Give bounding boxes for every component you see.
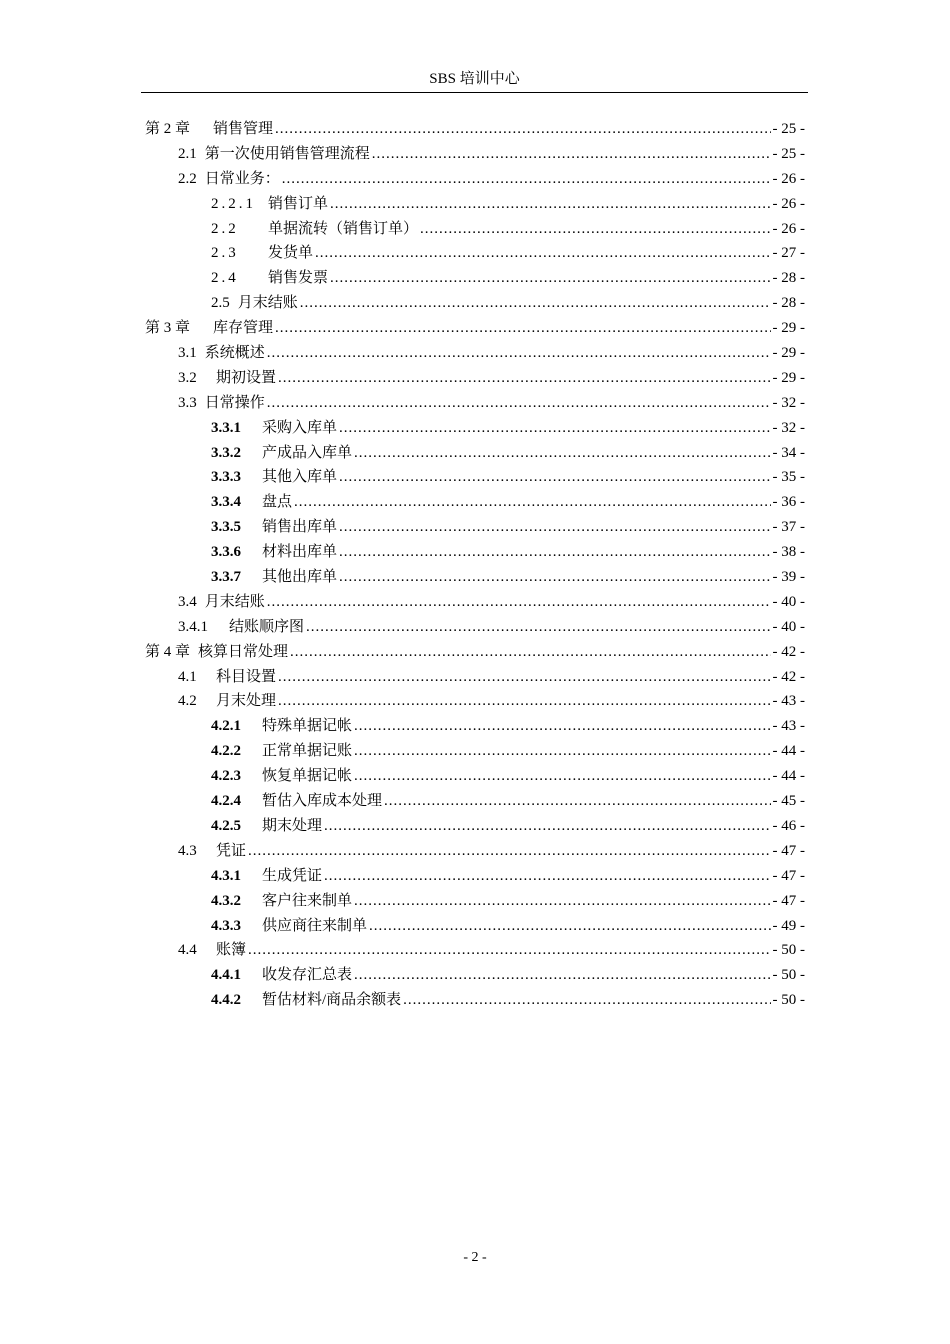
toc-entry[interactable]	[145, 963, 805, 988]
toc-dot-leader	[339, 416, 770, 441]
toc-entry[interactable]	[145, 864, 805, 889]
header-title: SBS 培训中心	[429, 71, 520, 87]
toc-entry-number: 4.3.2	[211, 892, 241, 909]
toc-dot-leader	[248, 938, 770, 963]
toc-dot-leader	[278, 366, 770, 391]
toc-entry-number: 3.2	[178, 369, 197, 386]
toc-entry[interactable]	[145, 839, 805, 864]
toc-dot-leader	[267, 590, 771, 615]
toc-entry-title: 生成凭证	[262, 867, 323, 884]
toc-entry[interactable]	[145, 889, 805, 914]
toc-entry-title: 正常单据记账	[262, 743, 353, 760]
toc-entry-page: - 44 -	[772, 768, 805, 785]
toc-entry-number: 4.2.4	[211, 793, 241, 810]
toc-entry-title: 日常操作	[204, 394, 265, 411]
toc-dot-leader	[300, 291, 771, 316]
toc-entry-page: - 29 -	[772, 369, 805, 386]
toc-dot-leader	[354, 764, 770, 789]
toc-entry-number: 2.2	[178, 170, 197, 187]
toc-entry-page: - 43 -	[772, 718, 805, 735]
toc-entry-page: - 49 -	[772, 917, 805, 934]
toc-entry-number: 3.3.1	[211, 419, 241, 436]
toc-dot-leader	[278, 689, 770, 714]
toc-entry-title: 月末处理	[216, 693, 277, 710]
toc-entry-title: 结账顺序图	[229, 618, 305, 635]
toc-entry-page: - 29 -	[772, 320, 805, 337]
toc-entry-title: 采购入库单	[262, 419, 338, 436]
toc-entry-number: 2.1	[178, 145, 197, 162]
toc-entry[interactable]	[145, 192, 805, 217]
toc-dot-leader	[324, 864, 770, 889]
toc-entry[interactable]	[145, 441, 805, 466]
toc-dot-leader	[275, 117, 770, 142]
toc-entry[interactable]	[145, 366, 805, 391]
toc-entry-title: 产成品入库单	[262, 444, 353, 461]
toc-entry-title: 系统概述	[204, 345, 265, 362]
toc-entry-number: 4.2.3	[211, 768, 241, 785]
toc-entry[interactable]	[145, 266, 805, 291]
toc-dot-leader	[282, 167, 771, 192]
toc-dot-leader	[315, 241, 770, 266]
toc-entry-title: 单据流转（销售订单）	[268, 220, 419, 237]
toc-entry-page: - 27 -	[772, 245, 805, 262]
toc-dot-leader	[267, 391, 771, 416]
toc-entry-page: - 50 -	[772, 942, 805, 959]
toc-entry-page: - 25 -	[772, 145, 805, 162]
table-of-contents	[145, 117, 805, 1013]
toc-entry-title: 盘点	[262, 494, 293, 511]
toc-entry-number: 2.2	[211, 220, 239, 237]
toc-entry[interactable]	[145, 241, 805, 266]
toc-entry-page: - 47 -	[772, 867, 805, 884]
toc-entry-title: 期初设置	[216, 369, 277, 386]
toc-entry-title: 客户往来制单	[262, 892, 353, 909]
toc-entry-number: 3.3.3	[211, 469, 241, 486]
toc-entry-title: 恢复单据记帐	[262, 768, 353, 785]
toc-entry-title: 核算日常处理	[198, 643, 289, 660]
toc-entry-page: - 45 -	[772, 793, 805, 810]
toc-entry[interactable]	[145, 117, 805, 142]
toc-dot-leader	[324, 814, 770, 839]
toc-entry-title: 第一次使用销售管理流程	[204, 145, 370, 162]
toc-dot-leader	[290, 640, 770, 665]
toc-entry-title: 科目设置	[216, 668, 277, 685]
toc-entry-title: 销售管理	[213, 121, 274, 137]
toc-entry-number: 2.5	[211, 295, 230, 312]
toc-dot-leader	[354, 889, 770, 914]
toc-entry[interactable]	[145, 689, 805, 714]
toc-entry-number: 4.3.3	[211, 917, 241, 934]
toc-entry-page: - 35 -	[772, 469, 805, 486]
page-footer	[0, 1250, 950, 1266]
toc-dot-leader	[294, 490, 770, 515]
toc-entry-title: 暂估入库成本处理	[262, 793, 383, 810]
toc-dot-leader	[354, 963, 770, 988]
toc-entry-title: 凭证	[216, 842, 247, 859]
toc-entry-page: - 29 -	[772, 345, 805, 362]
page-header	[141, 66, 808, 93]
toc-entry[interactable]	[145, 341, 805, 366]
toc-entry-number: 4.2.5	[211, 817, 241, 834]
toc-dot-leader	[248, 839, 770, 864]
toc-entry-title: 其他入库单	[262, 469, 338, 486]
toc-entry-title: 发货单	[268, 245, 314, 262]
toc-entry-number: 4.2	[178, 693, 197, 710]
toc-entry[interactable]	[145, 391, 805, 416]
toc-entry[interactable]	[145, 465, 805, 490]
toc-entry-number: 3.3.2	[211, 444, 241, 461]
toc-entry[interactable]	[145, 739, 805, 764]
toc-entry-number: 3.3.7	[211, 569, 241, 586]
toc-entry-page: - 47 -	[772, 892, 805, 909]
toc-entry-number: 4.2.2	[211, 743, 241, 760]
toc-entry-page: - 32 -	[772, 419, 805, 436]
toc-entry-number: 4.1	[178, 668, 197, 685]
toc-entry-page: - 44 -	[772, 743, 805, 760]
toc-entry-title: 库存管理	[213, 320, 274, 337]
toc-entry[interactable]	[145, 291, 805, 316]
toc-entry[interactable]	[145, 814, 805, 839]
toc-dot-leader	[339, 565, 770, 590]
toc-entry-page: - 40 -	[772, 618, 805, 635]
toc-entry[interactable]	[145, 565, 805, 590]
toc-entry-title: 月末结账	[204, 593, 265, 610]
toc-dot-leader	[306, 615, 770, 640]
toc-dot-leader	[339, 540, 770, 565]
toc-entry-title: 期末处理	[262, 817, 323, 834]
toc-entry-page: - 26 -	[772, 170, 805, 187]
toc-entry-number: 3.4.1	[178, 618, 208, 635]
toc-entry[interactable]	[145, 167, 805, 192]
toc-entry-title: 材料出库单	[262, 544, 338, 561]
toc-entry-number: 2.2.1	[211, 195, 256, 212]
toc-entry-page: - 50 -	[772, 967, 805, 984]
toc-entry-number: 3.3.5	[211, 519, 241, 536]
toc-dot-leader	[339, 515, 770, 540]
toc-entry-page: - 36 -	[772, 494, 805, 511]
toc-dot-leader	[420, 217, 770, 242]
toc-entry-page: - 32 -	[772, 394, 805, 411]
toc-entry[interactable]	[145, 217, 805, 242]
toc-entry[interactable]	[145, 490, 805, 515]
toc-dot-leader	[372, 142, 771, 167]
toc-entry-page: - 42 -	[772, 643, 805, 660]
toc-entry-page: - 40 -	[772, 593, 805, 610]
toc-entry-number: 4.3	[178, 842, 197, 859]
toc-entry-page: - 26 -	[772, 220, 805, 237]
toc-entry[interactable]	[145, 764, 805, 789]
toc-dot-leader	[330, 192, 770, 217]
toc-entry-number: 第 3 章	[145, 320, 191, 337]
toc-entry-page: - 34 -	[772, 444, 805, 461]
toc-entry[interactable]	[145, 938, 805, 963]
toc-entry-number: 4.4	[178, 942, 197, 959]
toc-entry[interactable]	[145, 590, 805, 615]
toc-entry-title: 日常业务：	[204, 170, 280, 187]
toc-entry-page: - 28 -	[772, 270, 805, 287]
toc-entry-number: 第 2 章	[145, 121, 191, 137]
toc-entry-title: 销售出库单	[262, 519, 338, 536]
toc-entry-number: 2.4	[211, 270, 239, 287]
toc-entry-number: 4.4.2	[211, 992, 241, 1009]
toc-entry-page: - 28 -	[772, 295, 805, 312]
toc-entry-number: 2.3	[211, 245, 239, 262]
toc-entry-page: - 50 -	[772, 992, 805, 1009]
toc-entry[interactable]	[145, 665, 805, 690]
toc-entry-title: 暂估材料/商品余额表	[262, 992, 402, 1009]
toc-dot-leader	[330, 266, 770, 291]
toc-entry[interactable]	[145, 540, 805, 565]
toc-entry[interactable]	[145, 515, 805, 540]
toc-entry[interactable]	[145, 416, 805, 441]
toc-entry[interactable]	[145, 615, 805, 640]
toc-dot-leader	[275, 316, 770, 341]
toc-entry-title: 收发存汇总表	[262, 967, 353, 984]
toc-dot-leader	[354, 441, 770, 466]
toc-entry-title: 供应商往来制单	[262, 917, 368, 934]
toc-entry-title: 月末结账	[237, 295, 298, 312]
toc-entry-page: - 25 -	[772, 121, 805, 137]
toc-entry-title: 其他出库单	[262, 569, 338, 586]
toc-dot-leader	[384, 789, 770, 814]
toc-dot-leader	[267, 341, 771, 366]
toc-entry-page: - 37 -	[772, 519, 805, 536]
toc-entry-number: 4.2.1	[211, 718, 241, 735]
toc-entry[interactable]	[145, 914, 805, 939]
toc-dot-leader	[354, 739, 770, 764]
toc-entry-number: 3.3	[178, 394, 197, 411]
toc-entry-number: 3.3.6	[211, 544, 241, 561]
toc-entry-page: - 38 -	[772, 544, 805, 561]
toc-entry-page: - 43 -	[772, 693, 805, 710]
toc-entry-number: 3.4	[178, 593, 197, 610]
toc-entry-number: 3.1	[178, 345, 197, 362]
toc-entry-page: - 47 -	[772, 842, 805, 859]
toc-entry-number: 4.3.1	[211, 867, 241, 884]
toc-dot-leader	[339, 465, 770, 490]
toc-entry-page: - 42 -	[772, 668, 805, 685]
toc-entry[interactable]	[145, 316, 805, 341]
toc-dot-leader	[369, 914, 770, 939]
toc-entry-title: 账簿	[216, 942, 247, 959]
toc-entry[interactable]	[145, 988, 805, 1013]
toc-entry-page: - 39 -	[772, 569, 805, 586]
toc-entry-page: - 46 -	[772, 817, 805, 834]
toc-dot-leader	[278, 665, 770, 690]
toc-entry[interactable]	[145, 789, 805, 814]
toc-entry[interactable]	[145, 640, 805, 665]
toc-entry-number: 4.4.1	[211, 967, 241, 984]
toc-dot-leader	[403, 988, 770, 1013]
toc-entry-page: - 26 -	[772, 195, 805, 212]
toc-entry-number: 3.3.4	[211, 494, 241, 511]
page-number: - 2 -	[463, 1250, 487, 1265]
toc-entry-title: 销售发票	[268, 270, 329, 287]
toc-entry[interactable]	[145, 142, 805, 167]
toc-entry-number: 第 4 章	[145, 643, 191, 660]
toc-dot-leader	[354, 714, 770, 739]
toc-entry-title: 销售订单	[268, 195, 329, 212]
toc-entry[interactable]	[145, 714, 805, 739]
toc-entry-title: 特殊单据记帐	[262, 718, 353, 735]
